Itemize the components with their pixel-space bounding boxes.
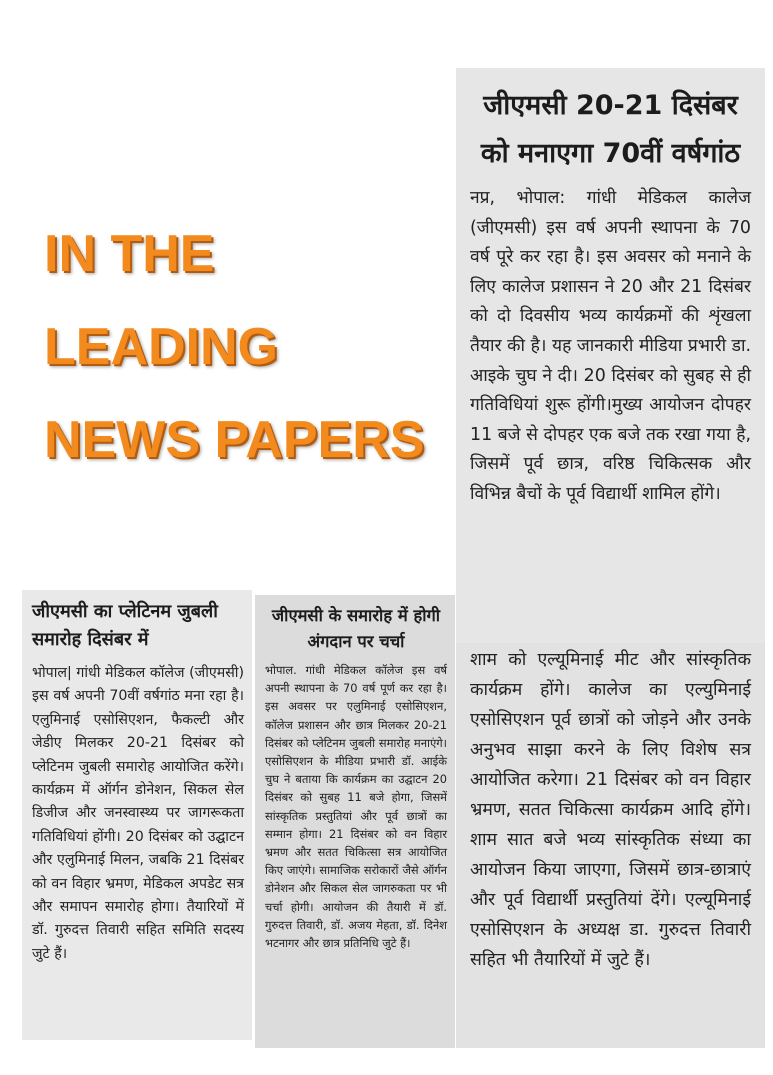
- clipping-title: जीएमसी 20-21 दिसंबर को मनाएगा 70वीं वर्षगांठ: [480, 90, 741, 169]
- clipping-body: भोपाल| गांधी मेडिकल कॉलेज (जीएमसी) इस वर्ष अपनी 70वीं वर्षगांठ मना रहा है। एलुमिनाई एसोसिएशन, फैकल्टी और जेडीए मिलकर 20-21 दिसंबर को प्लेटिनम जुबली समारोह आयोजित करेंगे। कार्यक्रम में ऑर्गन डोनेशन, सिकल सेल डिजीज और जनस्वास्थ्य पर जागरूकता गतिविधियां होंगी। 20 दिसंबर को उद्घाटन और एलुमिनाई मिलन, जबकि 21 दिसंबर को वन विहार भ्रमण, मेडिकल अपडेट सत्र और समापन समारोह होगा। तैयारियों में डॉ. गुरुदत्त तिवारी सहित समिति सदस्य जुटे हैं।: [32, 665, 244, 962]
- clipping-body: भोपाल. गांधी मेडिकल कॉलेज इस वर्ष अपनी स्थापना के 70 वर्ष पूर्ण कर रहा है। इस अवसर पर एलुमिनाई एसोसिएशन, कॉलेज प्रशासन और छात्र मिलकर 20-21 दिसंबर को प्लेटिनम जुबली समारोह मनाएंगे। एसोसिएशन के मीडिया प्रभारी डॉ. आईके चुघ ने बताया कि कार्यक्रम का उद्घाटन 20 दिसंबर को सुबह 11 बजे होगा, जिसमें सांस्कृतिक प्रस्तुतियां और पूर्व छात्रों का सम्मान होगा। 21 दिसंबर को वन विहार भ्रमण और सतत चिकित्सा सत्र आयोजित किए जाएंगे। सामाजिक सरोकारों जैसे ऑर्गन डोनेशन और सिकल सेल जागरुकता पर भी चर्चा होगी। आयोजन की तैयारी में डॉ. गुरुदत्त तिवारी, डॉ. अजय मेहता, डॉ. दिनेश भटनागर और छात्र प्रतिनिधि जुटे हैं।: [265, 663, 447, 951]
- headline-line-1: IN THE: [44, 225, 215, 283]
- clipping-body: शाम को एल्यूमिनाई मीट और सांस्कृतिक कार्यक्रम होंगे। कालेज का एल्युमिनाई एसोसिएशन पूर्व छात्रों को जोड़ने और उनके अनुभव साझा करने के लिए विशेष सत्र आयोजित करेगा। 21 दिसंबर को वन विहार भ्रमण, सतत चिकित्सा कार्यक्रम आदि होंगे। शाम सात बजे भव्य सांस्कृतिक संध्या का आयोजन किया जाएगा, जिसमें छात्र-छात्राएं और पूर्व विद्यार्थी प्रस्तुतियां देंगे। एल्यूमिनाई एसोसिएशन के अध्यक्ष डा. गुरुदत्त तिवारी सहित भी तैयारियों में जुटे हैं।: [470, 650, 751, 970]
- headline-line-2: LEADING: [44, 318, 278, 376]
- clipping-body: नप्र, भोपाल: गांधी मेडिकल कालेज (जीएमसी) इस वर्ष अपनी स्थापना के 70 वर्ष पूरे कर रहा है। इस अवसर को मनाने के लिए कालेज प्रशासन ने 20 और 21 दिसंबर को दो दिवसीय भव्य कार्यक्रमों की शृंखला तैयार की है। यह जानकारी मीडिया प्रभारी डा. आइके चुघ ने दी। 20 दिसंबर को सुबह से ही गतिविधियां शुरू होंगी।मुख्य आयोजन दोपहर 11 बजे से दोपहर एक बजे तक रखा गया है, जिसमें पूर्व छात्र, वरिष्ठ चिकित्सक और विभिन्न बैचों के पूर्व विद्यार्थी शामिल होंगे।: [470, 188, 751, 504]
- clipping-title: जीएमसी के समारोह में होगी अंगदान पर चर्चा: [271, 606, 441, 651]
- page-headline: [44, 208, 434, 487]
- news-clipping-middle: [255, 595, 455, 1048]
- news-clipping-right-top: [456, 68, 765, 643]
- news-clipping-left: [22, 590, 252, 1040]
- clipping-title: जीएमसी का प्लेटिनम जुबली समारोह दिसंबर में: [32, 601, 218, 650]
- headline-line-3: NEWS PAPERS: [44, 411, 425, 469]
- news-clipping-right-bottom: [456, 643, 765, 1048]
